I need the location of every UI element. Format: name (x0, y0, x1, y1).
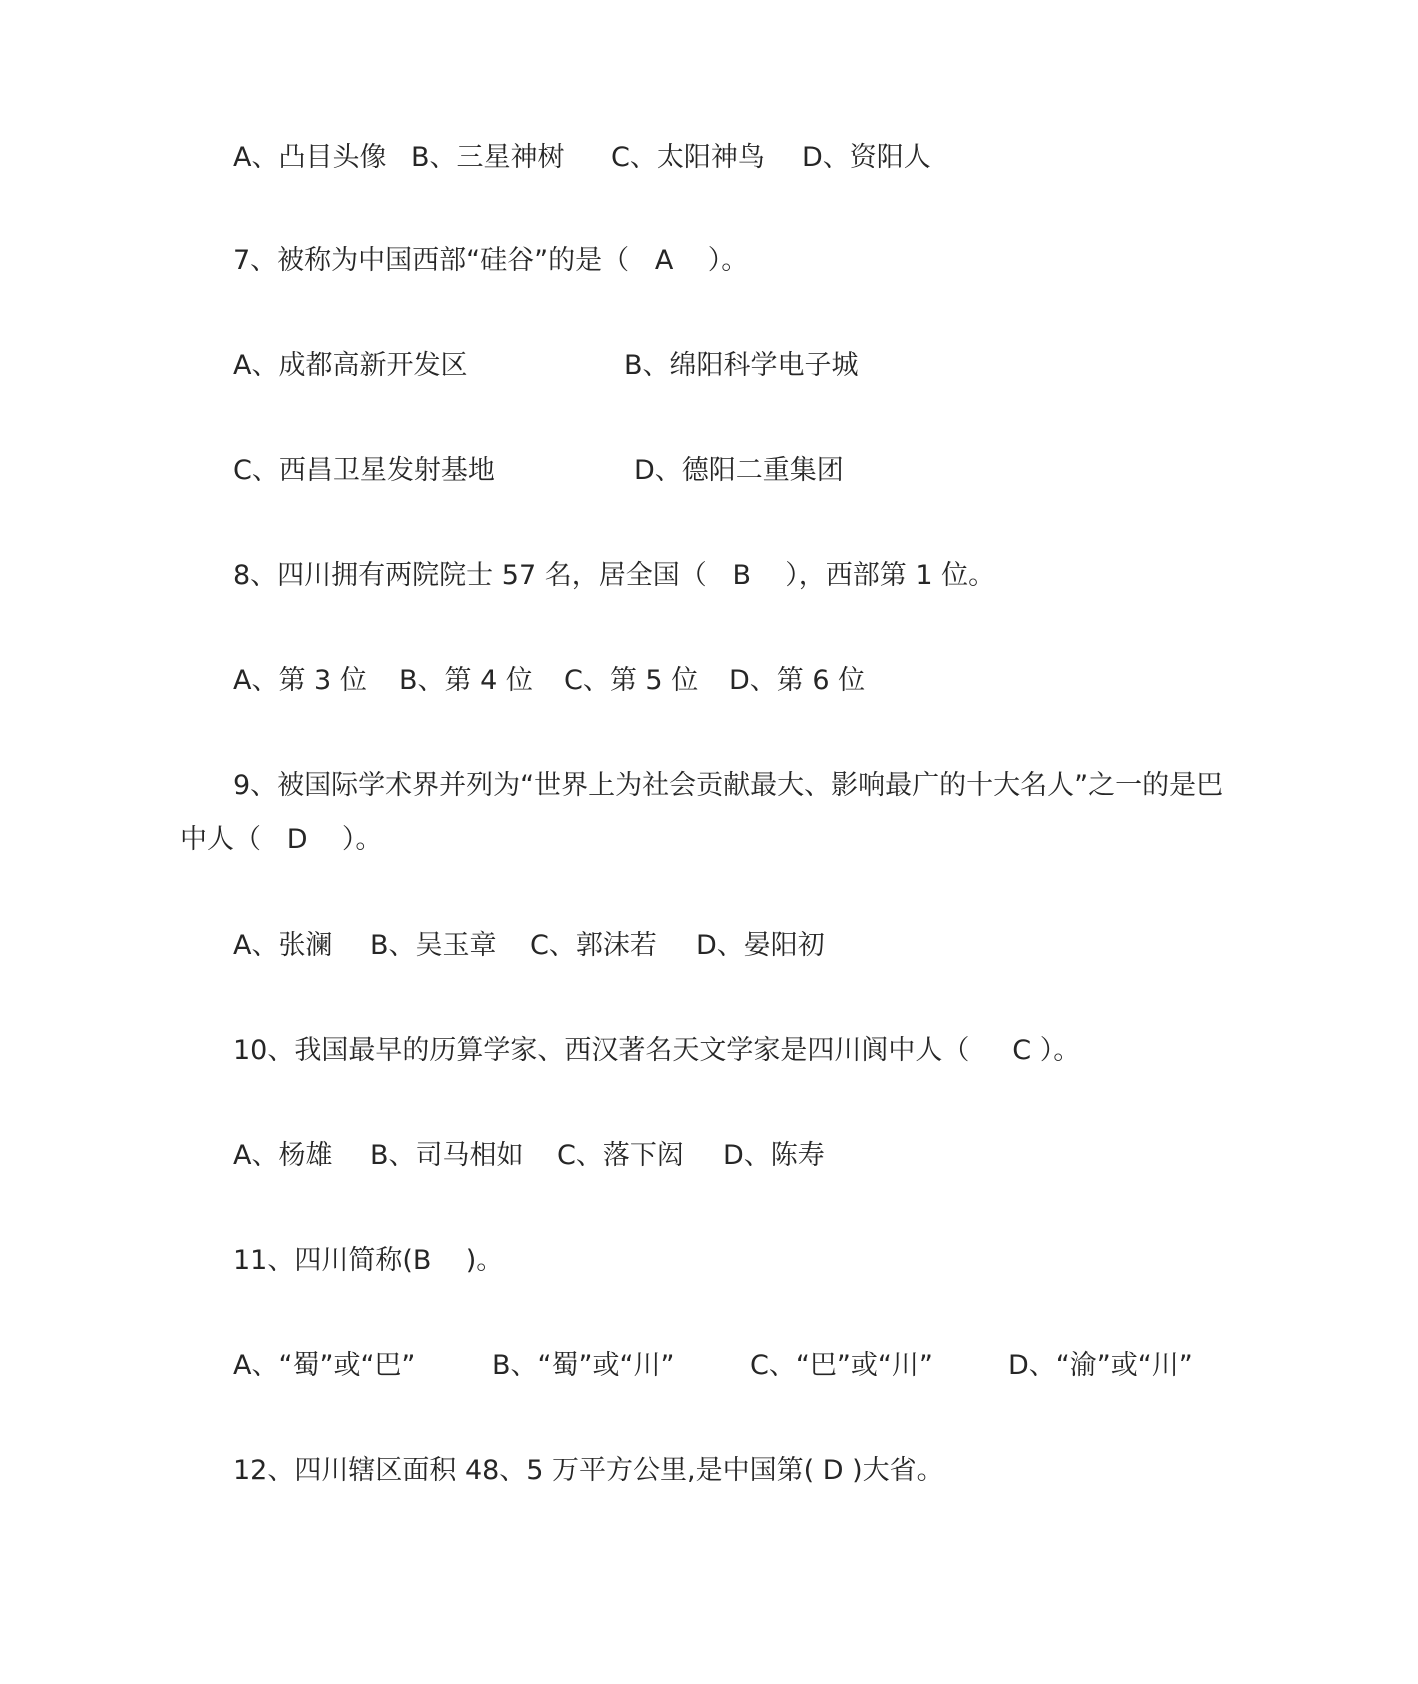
q6-option-c: C、太阳神鸟 (611, 142, 765, 173)
q6-option-a: A、凸目头像 (233, 142, 387, 173)
q7-option-b: B、绵阳科学电子城 (624, 350, 859, 381)
q8-option-a: A、第 3 位 (233, 665, 367, 696)
q8-option-c: C、第 5 位 (564, 665, 699, 696)
q8-option-d: D、第 6 位 (729, 665, 866, 696)
q9-options-row (233, 928, 1233, 1108)
q12-question: 12、四川辖区面积 48、5 万平方公里,是中国第( D )大省。 (233, 1455, 944, 1486)
q8-option-b: B、第 4 位 (399, 665, 533, 696)
q9-question-line-2: 中人（ D ）。 (180, 824, 383, 855)
q11-option-c: C、“巴”或“川” (750, 1350, 933, 1381)
q9-question-line-1: 9、被国际学术界并列为“世界上为社会贡献最大、影响最广的十大名人”之一的是巴 (233, 770, 1224, 801)
q9-option-a: A、张澜 (233, 930, 333, 961)
q8-question: 8、四川拥有两院院士 57 名，居全国（ B ），西部第 1 位。 (233, 560, 996, 591)
q7-option-c: C、西昌卫星发射基地 (233, 455, 495, 486)
q11-question: 11、四川简称(B )。 (233, 1245, 504, 1276)
q11-option-b: B、“蜀”或“川” (492, 1350, 675, 1381)
q10-option-b: B、司马相如 (370, 1140, 524, 1171)
q10-question: 10、我国最早的历算学家、西汉著名天文学家是四川阆中人（ C ）。 (233, 1035, 1081, 1066)
q11-options-row (233, 1348, 1233, 1528)
q9-option-d: D、晏阳初 (696, 930, 825, 961)
q6-options-row (233, 140, 1233, 320)
q7-options-row-2 (233, 453, 1233, 561)
q10-option-d: D、陈寿 (723, 1140, 825, 1171)
q10-options-row (233, 1138, 1233, 1318)
q6-option-d: D、资阳人 (802, 142, 931, 173)
q8-options-row (233, 663, 1233, 843)
q11-option-d: D、“渝”或“川” (1008, 1350, 1193, 1381)
q7-option-a: A、成都高新开发区 (233, 350, 468, 381)
q9-option-b: B、吴玉章 (370, 930, 497, 961)
q6-option-b: B、三星神树 (411, 142, 565, 173)
q10-option-c: C、落下闳 (557, 1140, 684, 1171)
q9-option-c: C、郭沫若 (530, 930, 657, 961)
q10-option-a: A、杨雄 (233, 1140, 333, 1171)
q7-option-d: D、德阳二重集团 (634, 455, 844, 486)
q11-option-a: A、“蜀”或“巴” (233, 1350, 416, 1381)
q7-options-row-1 (233, 348, 1233, 456)
q7-question: 7、被称为中国西部“硅谷”的是（ A ）。 (233, 245, 749, 276)
